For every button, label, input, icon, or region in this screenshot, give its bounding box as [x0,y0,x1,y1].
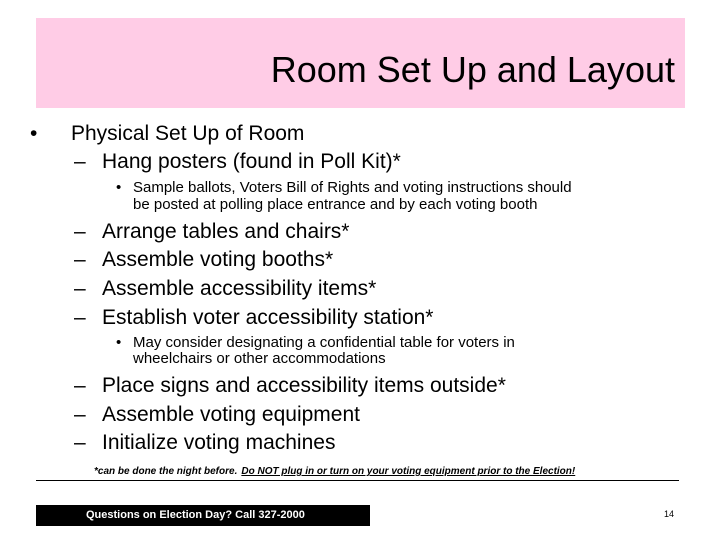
footer-text: Questions on Election Day? Call 327-2000 [86,509,305,521]
page-number: 14 [664,509,675,519]
detail-line: May consider designating a confidential table for voters in [133,334,515,351]
sub-item-text: Establish voter accessibility station* [102,306,434,329]
slide-title: Room Set Up and Layout [270,49,675,90]
sub-item-text: Initialize voting machines [102,431,336,454]
sub-item-text: Hang posters (found in Poll Kit)* [102,150,401,173]
dash-icon: – [74,220,86,243]
dash-icon: – [74,306,86,329]
footnote-warning: Do NOT plug in or turn on your voting equipment prior to the Election! [241,466,576,477]
sub-item-text: Assemble voting equipment [102,403,360,426]
sub-item-text: Assemble accessibility items* [102,277,377,300]
footnote-prefix: *can be done the night before. [94,466,238,477]
dash-icon: – [74,150,86,173]
dash-icon: – [74,431,86,454]
footnote-divider [36,480,679,481]
sub-item-text: Arrange tables and chairs* [102,220,350,243]
dash-icon: – [74,248,86,271]
detail-line: wheelchairs or other accommodations [133,350,386,367]
dash-icon: – [74,374,86,397]
bullet-icon: • [116,334,122,351]
detail-line: Sample ballots, Voters Bill of Rights and voting instructions should [133,179,572,196]
detail-line: be posted at polling place entrance and by each voting booth [133,196,538,213]
sub-item-text: Place signs and accessibility items outside* [102,374,506,397]
dash-icon: – [74,277,86,300]
title-band [36,18,685,108]
sub-item-text: Assemble voting booths* [102,248,334,271]
footer-bar [36,505,370,526]
dash-icon: – [74,403,86,426]
bullet-text: Physical Set Up of Room [71,122,305,145]
bullet-icon: • [30,122,38,145]
footnote [94,465,680,479]
bullet-icon: • [116,179,122,196]
